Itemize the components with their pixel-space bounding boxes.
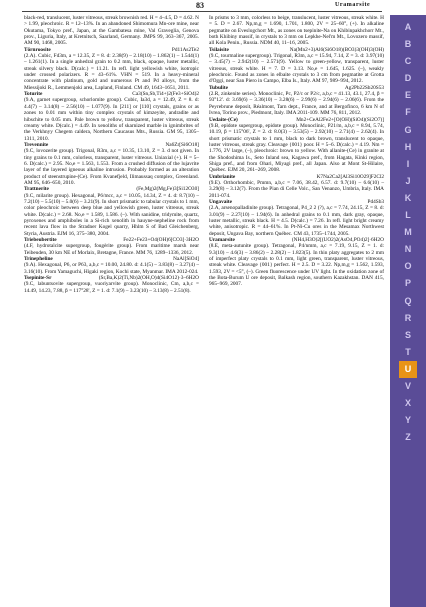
mineral-name: Törnroosite xyxy=(24,46,51,53)
entry-text: (9.A). Hexagonal, P6, or P63, a,b,c = 10.00, 24.80. d: 4.1(5) – 3.83(8) – 3.27(4) – 3.16(10). From Yamaguchi, Higaki region, Kochi state, Myanmar. IMA 2012-024. xyxy=(24,262,199,275)
entry-text: (9.C, labuntsovite supergroup, vuoriyarvite group). Monoclinic, Cm, a,b,c = 14.49, 14.23, 7.88, β = 117°28', Z = 1. d: 7.1(9) – 3.23(10) – 3.13(8) – 2.51(8). xyxy=(24,281,199,294)
right-entry xyxy=(209,237,384,288)
left-entry xyxy=(24,256,199,275)
mineral-name: Trevennite xyxy=(24,141,49,148)
entry-text: (2.A, arsenopalladinite group). Tetragonal, P4_2 2 (?), a,c = 7.74, 24.15, Z = 8. d: 3.01(9) – 2.27(10) – 1.94(6). In anhedral grains to 0.1 mm, dark gray, opaque, luster metallic, streak black. H = 4.5. D(calc.) = 7.26. In refl. light bright creamy white, anisotropic. R = 44–61%. In Pt-Ni-Cu ores in the Mesamax Northwest deposit, Ungava Bay, northern Québec. CM 43, 1735–1744, 2005. xyxy=(209,205,384,237)
mineral-name: Uedaite-(Ce) xyxy=(209,116,238,123)
right-entry xyxy=(209,199,384,237)
thumb-letter-r: R xyxy=(404,312,412,323)
right-entry xyxy=(209,85,384,117)
left-entry xyxy=(24,15,199,47)
thumb-letter-s: S xyxy=(404,329,411,340)
entry-text: (9.C, milarite group). Hexagonal, P6/mcc, a,c = 10.05, 14.34, Z = 4. d: 8.7(10) – 7.2(10) – 5.5(10) – 5.0(6) – 3.21(9). In short prismatic to tabular crystals to 1 mm, color pleochroic between deep blue and yellowish green, luster vitreous, streak white. D(calc.) = 2.68. No,e = 1.589, 1.586. (–). With sanidine, tridymite, quartz, pyroxenes and amphiboles in a Si-rich xenolith in hauyne-nepheline rock from recent lava flow in the Stradner Kogel quarry, Hhlm S of Bad Gleichenberg, Styria, Austria. EJM 16, 375–380, 2004. xyxy=(24,192,199,237)
header-rule xyxy=(22,11,382,12)
mineral-name: Tsilaisite xyxy=(209,46,229,53)
thumb-letter-u: U xyxy=(399,361,417,378)
thumb-letter-i: I xyxy=(406,158,410,169)
mineral-formula: Pd4Sb3 xyxy=(367,198,384,205)
thumb-letter-o: O xyxy=(404,261,412,272)
mineral-name: Trinepheline xyxy=(24,256,53,263)
thumb-letter-y: Y xyxy=(404,415,411,426)
entry-text: (8.E, meta-autunite group). Tetragonal, P4/nmm, a,c = 7.19, 9.15, Z = 1. d: 9.3(10) – 4.6(3) – 3.86(2) – 2.28(2) – 1.823(5). In thin platy aggregates to 2 mm of imperfect platy crystals to 0.1 mm, light green, transparent, luster vitreous, streak white. Cleavage {001} perfect. H = 2.5. D = 3.22. Np,m,g = 1.562, 1.593, 1.593, 2V = <5°, (–). Green fluorescence under UV light. In the oxidation zone of the Bota-Burum U ore deposit, Balkash region, southern Kazakhstan. DAN 415, 965–969, 2007. xyxy=(209,243,384,288)
thumb-letter-f: F xyxy=(405,107,411,118)
right-entry xyxy=(209,117,384,174)
mineral-formula: Na(Mn2+3)Al6(Si6O18)(BO3)3(OH)3(OH) xyxy=(289,46,384,53)
thumb-letter-l: L xyxy=(405,210,411,221)
mineral-formula: Mn2+CeAl2Fe2+[O(OH)(SiO4)(Si2O7)] xyxy=(296,116,384,123)
mineral-formula: Na6Zr[Si6O18] xyxy=(165,141,199,148)
running-head: Uramarsite xyxy=(335,2,371,8)
entry-text: black-red, translucent, luster vitreous, streak brownish red. H = 4–4.5, D = 4.62. N > 1.99, pleochroic. R = 12–13%. In an abandoned Shimomura Mn-ore mine, near Okutama, Tokyo pref., Japan, at the Gambatesa mine, Val Graveglia, Genova prov., Liguria, Italy, at Kretnitsch, Saarland, Germany. JMPS 99, 363–367, 2005. AM 90, 1468, 2005. xyxy=(24,15,199,47)
mineral-formula: Ag2Pb22Sb20S53 xyxy=(344,84,384,91)
mineral-name: Tubulite xyxy=(209,84,228,91)
left-column xyxy=(24,15,199,294)
thumb-letter-m: M xyxy=(404,227,412,238)
thumb-letter-v: V xyxy=(404,380,411,391)
entry-text: In prisms to 3 mm, colorless to beige, translucent, luster vitreous, streak white. H = 5. D = 2.67. Np,m,g = 1.690, 1.701, 1.800, 2V = 25–60°, (+). In alkaline pegmatite on Eveslogchorr Mt., as zones on tsepinite-Na on Khibinpakhchorr Mt., both Khibiny massif, in crystals to 3 mm on Lepkhe-Nel'm Mt., Lovozero massif, all Kola Penin., Russia. NDM 40, 11–16, 2005. xyxy=(209,15,384,47)
thumb-index-letters xyxy=(399,19,417,446)
thumb-letter-c: C xyxy=(404,56,412,67)
mineral-name: Uramarsite xyxy=(209,237,235,244)
right-entry xyxy=(209,47,384,85)
mineral-name: Umbrianite xyxy=(209,173,236,180)
thumb-letter-p: P xyxy=(404,278,411,289)
mineral-formula: Pd11As2Te2 xyxy=(171,46,199,53)
mineral-formula: K7Na2Ca2[Al3Si10O29]F2Cl2 xyxy=(316,173,384,180)
mineral-name: Trattnerite xyxy=(24,186,49,193)
mineral-name: Triebeubertite xyxy=(24,237,57,244)
entry-text: (4.F, hydrotalcite supergroup, fougèrite group). From maritime marsh near Teibeuden, 30 km NE of Morlaix, Bretagne, France. MM 76, 1289–1336, 2012. xyxy=(24,243,199,256)
mineral-name: Tsepinite-Sr xyxy=(24,275,52,282)
left-entry xyxy=(24,237,199,256)
thumb-letter-j: J xyxy=(405,175,411,186)
mineral-formula: Fe22+Fe23+O4(OH)6[CO3]·3H2O xyxy=(123,237,199,244)
thumb-letter-b: B xyxy=(404,39,412,50)
left-entry xyxy=(24,275,199,294)
thumb-letter-e: E xyxy=(404,90,411,101)
right-entry xyxy=(209,174,384,199)
right-entry xyxy=(209,15,384,47)
mineral-formula: (Fe,Mg)2(Mg,Fe)3[Si12O30] xyxy=(136,186,199,193)
left-entry xyxy=(24,91,199,142)
page-header xyxy=(0,0,426,12)
right-column xyxy=(209,15,384,288)
entry-text: (9.A, garnet supergroup, schorlomite group). Cubic, Ia3d, a = 12.49, Z = 8. d: 4.4(7) – 3.14(8) – 2.56(10) – 1.077(9). In [211] or [110] crystals, grains or as zones to 0.01 mm within tiny complex crystals of kimzeyite, andradite and hibschite to 0.05 mm. Pale brown to yellow, transparent, luster vitreous, streak creamy white. D(calc.) = 4.49. In xenoliths of skarnized marble in ignimbrites of the Verkhnyy Chegem caldera, Northern Caucasus Mts., Russia. GM 95, 1305–1311, 2010. xyxy=(24,97,199,142)
mineral-formula: NaAl[SiO4] xyxy=(173,256,199,263)
thumb-letter-d: D xyxy=(404,73,412,84)
entry-text: (2.R, zinkenite series). Monoclinic, Pc, P2/c or P2/c, a,b,c = 41.13, 43.1, 27.4, β = 93°12'. d: 3.69(6) – 3.36(10) – 3.28(6) – 2.99(6) – 2.94(6) – 2.06(6). From the Peyrebrune deposit, Réalmont, Tarn dept., France, and at Bergofinco, 6 km N of Ivrea, Torino prov., Piedmont, Italy. IMA 2011-109. MM 76, 811, 2012. xyxy=(209,91,384,117)
mineral-formula: Ca3(Sn,Sb,Ti4+)2(Fe3+SiO4)2 xyxy=(132,91,199,98)
thumb-letter-a: A xyxy=(404,22,412,32)
mineral-formula: (NH4,H3O)2[(UO2)2(AsO4,PO4)2]·6H2O xyxy=(291,237,384,244)
mineral-formula: (Sr,Ba,K)2(Ti,Nb)2(OH,O)4(Si4O12)·3–6H2O xyxy=(98,275,199,282)
thumb-letter-q: Q xyxy=(404,295,412,306)
entry-text: (2.A). Cubic, Fd3m, a = 12.35, Z = 8. d: 2.38(9) – 2.18(10) – 1.862(1) – 1.544(1) – 1.261(1). In a single anhedral grain to 0.2 mm, black, opaque, luster metallic, streak silvery black. D(calc.) = 11.21. In refl. light yellowish white, isotropic under crossed polarizers. R = 43–61%. VHN = 519. In a heavy-mineral concentrate with platinum, gold and numerous Pt and Pd alloys, from the Miessijoki R., Lemmenjoki area, Lapland, Finland. CM 49, 1643–1651, 2011. xyxy=(24,53,199,91)
thumb-letter-t: T xyxy=(405,346,411,357)
thumb-letter-h: H xyxy=(404,141,412,152)
left-entry xyxy=(24,47,199,91)
entry-text: (9.C, tourmaline supergroup). Trigonal, R3m, a,c = 15.94, 7.14, Z = 3. d: 3.97(10) – 3.45(7) – 2.942(10) – 2.571(9). Yellow to green-yellow, transparent, luster vitreous, streak white. H = 7. D = 3.13. No,e = 1.645, 1.625. (–), weakly pleochroic. Found as zones in elbaite crystals to 3 cm from pegmatite at Grotta d'Oggi, near San Piero in Campo, Elba Is., Italy. AM 97, 989–994, 2012. xyxy=(209,53,384,85)
entry-text: (9.B, epidote supergroup, epidote group). Monoclinic, P21/m, a,b,c = 8.94, 5.74, 10.19, β = 115°06', Z = 2. d: 8.0(3) – 3.53(5) – 2.92(10) – 2.71(4) – 2.62(4). In short prismatic crystals to 1 mm, black to dark brown, translucent to opaque, luster vitreous, streak gray. Cleavage {001} poor. H = 5–6. D(calc.) = 4.19. Nm = 1.776, 2V large, (–), pleochroic: brown to yellow. With allanite-(Ce) in granite at the Shodoshima Is., Seto Inland sea, Kagawa pref., from Hagata, Kinki region, Shiga pref., and from Ohari, Miyagi pref., all Japan. Also at Mont St-Hilaire, Québec. EJM 20, 261–269, 2008. xyxy=(209,122,384,174)
entry-text: (9.C, lovozerite group). Trigonal, R3m, a,c = 10.35, 13.10, Z = 3. d not given. In tiny grains to 0.1 mm, colorless, transparent, luster vitreous. Uniaxial (+). H = 5–6. D(calc.) = 2.95. No,e = 1.563, 1.553. From a crushed diffusion of the lujavrite layer of the layered igneous alkaline intrusion. Probably formed as an alteration product of steenstrupine-(Ce). From Kvanefjeld, Ilimaussaq complex, Greenland. AM 95, 646–650, 2010. xyxy=(24,148,199,186)
thumb-letter-k: K xyxy=(404,192,412,203)
mineral-name: Ungavaite xyxy=(209,198,232,205)
left-entry xyxy=(24,142,199,186)
mineral-name: Toturite xyxy=(24,91,43,98)
left-entry xyxy=(24,186,199,237)
thumb-letter-x: X xyxy=(404,398,411,409)
thumb-letter-n: N xyxy=(404,244,412,255)
thumb-letter-g: G xyxy=(404,124,412,135)
entry-text: (9.E). Orthorhombic, Pmmn, a,b,c = 7.06, 38.42, 6.57. d: 9.7(10) – 6.6(10) – 3.29(8) – 3.12(7). From the Pian di Celle Volc., San Venanzo, Umbria, Italy. IMA 2011-074. xyxy=(209,179,384,199)
thumb-letter-z: Z xyxy=(405,432,411,443)
page-number: 83 xyxy=(196,1,204,10)
